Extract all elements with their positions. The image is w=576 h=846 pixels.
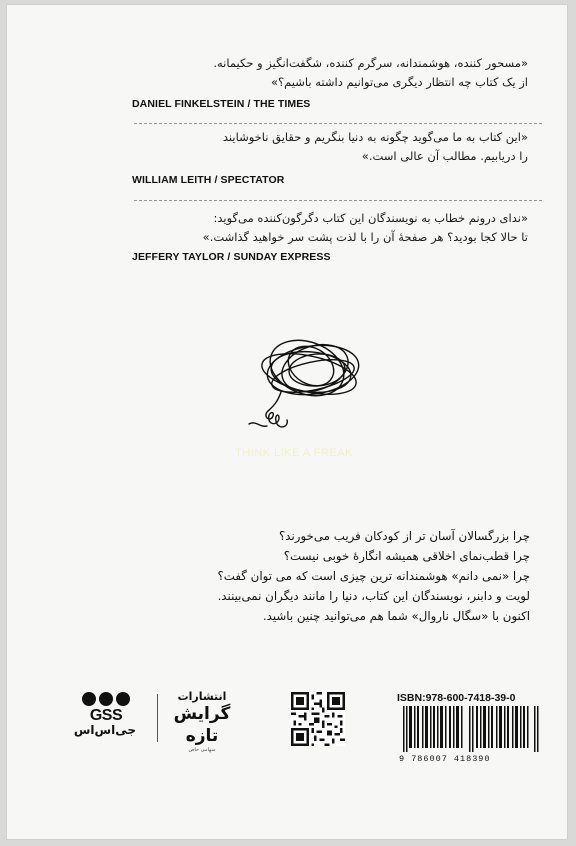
quote-line: «ندای درونم خطاب به نویسندگان این کتاب دگرگون‌کننده می‌گوید: [213, 211, 528, 225]
barcode-icon [399, 706, 549, 752]
publisher-name: گرایش تازه [173, 704, 231, 746]
quote-line: را دریابیم. مطالب آن عالی است.» [361, 149, 528, 163]
gss-logo-text: GSS [89, 707, 123, 724]
blurb [70, 526, 530, 626]
quote-attribution-3: JEFFERY TAYLOR / SUNDAY EXPRESS [132, 251, 331, 263]
publisher-subtitle: سهامی خاص [188, 747, 216, 753]
review-quote-3 [98, 209, 528, 247]
quote-line: تا حالا کجا بودید؟ هر صفحهٔ آن را با لذت پشت سر خواهید گذاشت.» [202, 230, 528, 244]
blurb-line: چرا بزرگسالان آسان تر از کودکان فریب می‌خورند؟ [279, 529, 530, 543]
quote-line: «مسحور کننده، هوشمندانه، سرگرم کننده، شگفت‌انگیز و حکیمانه. [213, 56, 528, 70]
blurb-line: چرا قطب‌نمای اخلاقی همیشه انگارهٔ خوبی نیست؟ [283, 549, 530, 563]
review-quote-2 [98, 128, 528, 166]
back-cover [6, 4, 568, 840]
quote-attribution-1: DANIEL FINKELSTEIN / THE TIMES [132, 98, 311, 110]
blurb-line: اکنون با «سگال ناروال» شما هم می‌توانید چنین باشید. [262, 609, 530, 623]
qr-code-icon [291, 692, 345, 746]
logo-separator [157, 694, 158, 742]
quote-line: «این کتاب به ما می‌گوید چگونه به دنیا بنگریم و حقایق ناخوشایند [222, 130, 528, 144]
publisher-logo [166, 690, 238, 753]
review-quote-1 [98, 54, 528, 92]
quote-line: از یک کتاب چه انتظار دیگری می‌توانیم داشته باشیم؟» [270, 75, 528, 89]
divider [134, 123, 542, 124]
isbn-barcode [381, 692, 551, 762]
ghost-title: THINK LIKE A FREAK [235, 447, 353, 459]
blurb-line: لویت و دابنر، نویسندگان این کتاب، دنیا را مانند دیگران نمی‌بینند. [217, 589, 530, 603]
quote-attribution-2: WILLIAM LEITH / SPECTATOR [132, 174, 285, 186]
divider [134, 200, 542, 201]
gss-persian-text: جی‌اس‌اس [73, 723, 136, 737]
publisher-label: انتشارات [177, 690, 227, 703]
gss-dots-icon [76, 692, 136, 706]
blurb-line: چرا «نمی دانم» هوشمندانه ترین چیزی است که می توان گفت؟ [217, 569, 530, 583]
scribble-illustration [241, 332, 381, 442]
barcode-number: 9 786007 418390 [399, 754, 491, 764]
isbn-text: ISBN:978-600-7418-39-0 [397, 692, 516, 704]
gss-logo [73, 692, 136, 754]
